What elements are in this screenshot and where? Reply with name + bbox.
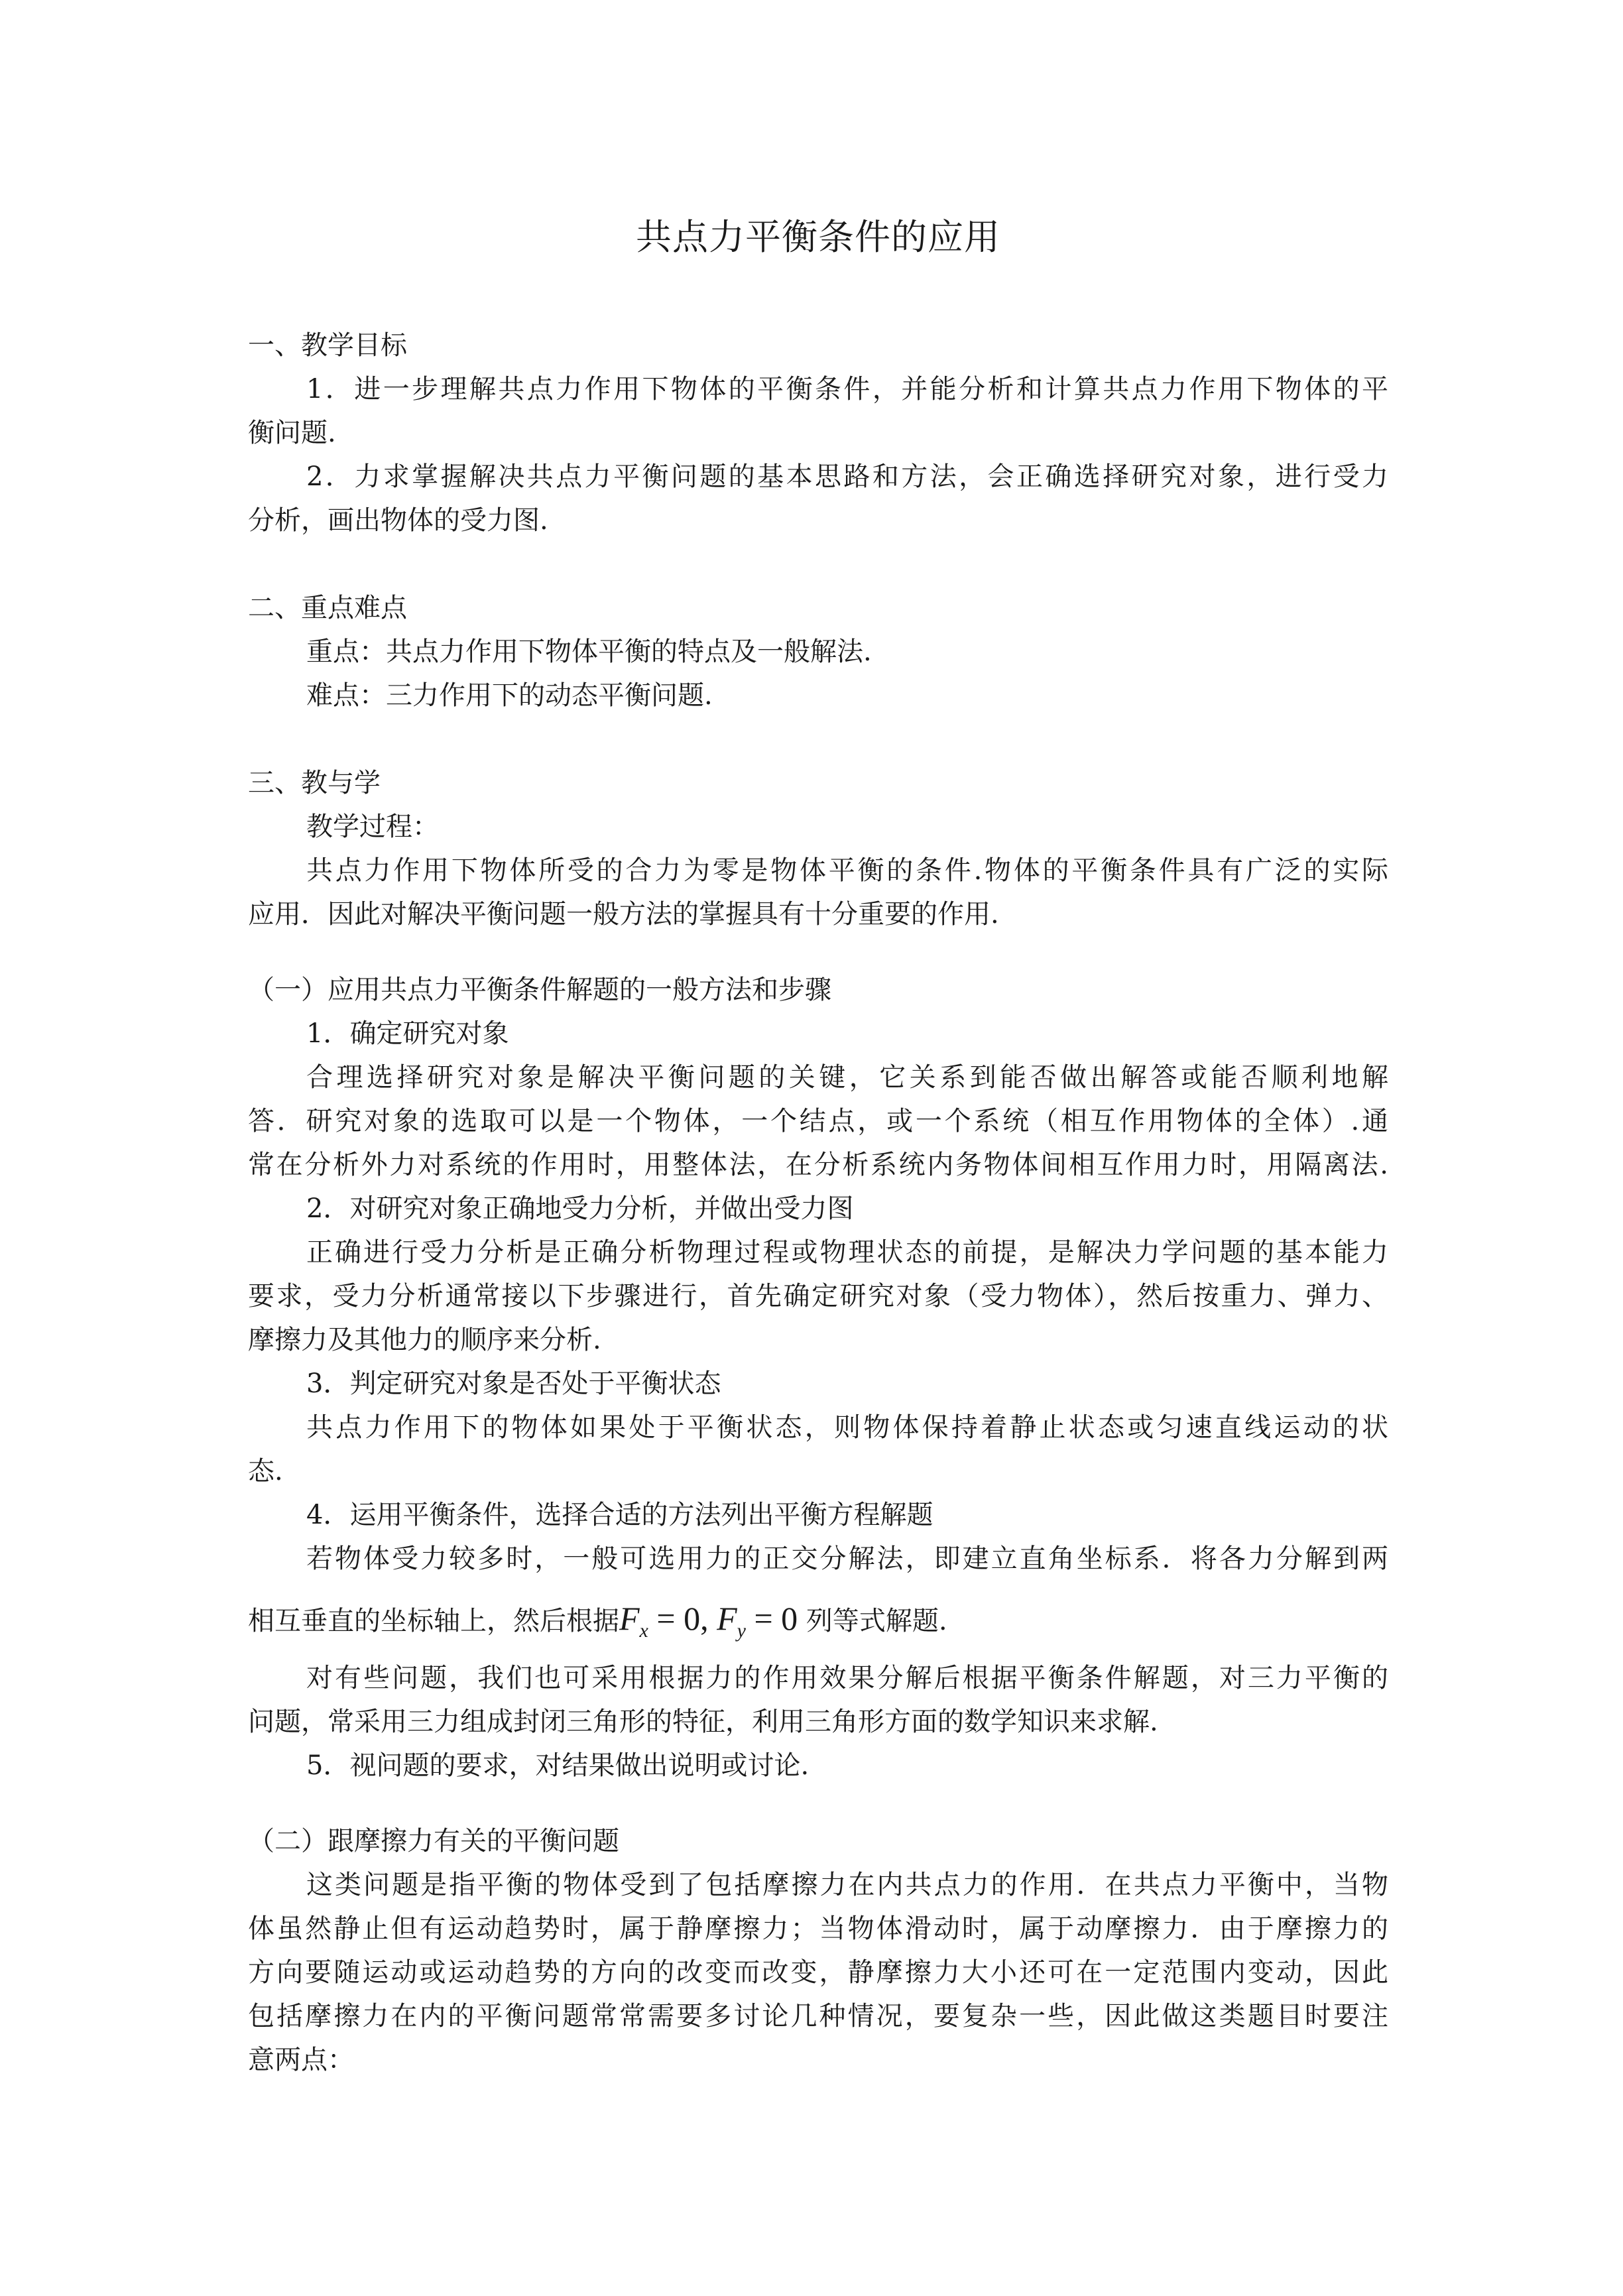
paragraph-line: 包括摩擦力在内的平衡问题常常需要多讨论几种情况，要复杂一些，因此做这类题目时要注 [248, 2001, 1388, 2031]
paragraph-line: 合理选择研究对象是解决平衡问题的关键，它关系到能否做出解答或能否顺利地解 [306, 1062, 1388, 1093]
document-body [248, 324, 1388, 2082]
subscript-x: x [639, 1620, 648, 1642]
paragraph-line: 衡问题. [248, 418, 336, 448]
paragraph-line: 对有些问题，我们也可采用根据力的作用效果分解后根据平衡条件解题，对三力平衡的 [306, 1663, 1388, 1693]
paragraph-line: 教学过程： [306, 812, 439, 842]
paragraph-line: 意两点： [248, 2045, 354, 2075]
subsection-heading-friction: （二）跟摩擦力有关的平衡问题 [248, 1826, 619, 1856]
paragraph-line: 1．进一步理解共点力作用下物体的平衡条件，并能分析和计算共点力作用下物体的平 [306, 374, 1388, 404]
formula-lead-text: 相互垂直的坐标轴上，然后根据 [248, 1606, 619, 1636]
spacer [248, 542, 1388, 586]
paragraph-line: 难点：三力作用下的动态平衡问题. [306, 680, 713, 711]
paragraph-line: 答．研究对象的选取可以是一个物体，一个结点，或一个系统（相互作用物体的全体）.通 [248, 1106, 1388, 1136]
equation-part: = 0 [745, 1600, 798, 1637]
paragraph-line: 常在分析外力对系统的作用时，用整体法，在分析系统内务物体间相互作用力时，用隔离法. [248, 1150, 1388, 1180]
paragraph-line: 问题，常采用三力组成封闭三角形的特征，利用三角形方面的数学知识来求解. [248, 1707, 1158, 1737]
paragraph-line: 应用．因此对解决平衡问题一般方法的掌握具有十分重要的作用. [248, 899, 999, 930]
paragraph-line: 共点力作用下物体所受的合力为零是物体平衡的条件.物体的平衡条件具有广泛的实际 [306, 855, 1388, 886]
force-symbol: F [717, 1600, 737, 1637]
step-heading: 5．视问题的要求，对结果做出说明或讨论. [306, 1750, 810, 1781]
subsection-heading-general-method: （一）应用共点力平衡条件解题的一般方法和步骤 [248, 975, 831, 1005]
paragraph-line: 摩擦力及其他力的顺序来分析. [248, 1325, 601, 1355]
force-symbol: F [619, 1600, 640, 1637]
paragraph-line: 2．力求掌握解决共点力平衡问题的基本思路和方法，会正确选择研究对象，进行受力 [306, 461, 1388, 492]
section-heading-key-points: 二、重点难点 [248, 593, 407, 623]
paragraph-line: 体虽然静止但有运动趋势时，属于静摩擦力；当物体滑动时，属于动摩擦力．由于摩擦力的 [248, 1913, 1388, 1944]
formula-trail-text: 列等式解题. [806, 1606, 947, 1636]
paragraph-line: 共点力作用下的物体如果处于平衡状态，则物体保持着静止状态或匀速直线运动的状 [306, 1412, 1388, 1443]
step-heading: 4．运用平衡条件，选择合适的方法列出平衡方程解题 [306, 1500, 933, 1530]
paragraph-line: 方向要随运动或运动趋势的方向的改变而改变，静摩擦力大小还可在一定范围内变动，因此 [248, 1957, 1388, 1988]
paragraph-line: 重点：共点力作用下物体平衡的特点及一般解法. [306, 636, 872, 667]
formula-line [248, 1581, 1388, 1656]
paragraph-line: 分析，画出物体的受力图. [248, 505, 548, 536]
document-page [248, 0, 1388, 2296]
paragraph-line: 这类问题是指平衡的物体受到了包括摩擦力在内共点力的作用．在共点力平衡中，当物 [306, 1870, 1388, 1900]
step-heading: 3．判定研究对象是否处于平衡状态 [306, 1368, 721, 1399]
spacer [248, 717, 1388, 761]
spacer [248, 1787, 1388, 1819]
step-heading: 2．对研究对象正确地受力分析，并做出受力图 [306, 1193, 854, 1224]
paragraph-line: 正确进行受力分析是正确分析物理过程或物理状态的前提，是解决力学问题的基本能力 [306, 1237, 1388, 1268]
paragraph-line: 态. [248, 1456, 283, 1486]
document-title: 共点力平衡条件的应用 [636, 216, 1000, 258]
section-heading-teaching: 三、教与学 [248, 768, 381, 798]
step-heading: 1．确定研究对象 [306, 1018, 509, 1049]
paragraph-line: 要求，受力分析通常接以下步骤进行，首先确定研究对象（受力物体），然后按重力、弹力、 [248, 1281, 1388, 1311]
section-heading-objectives: 一、教学目标 [248, 330, 407, 361]
paragraph-line: 若物体受力较多时，一般可选用力的正交分解法，即建立直角坐标系．将各力分解到两 [306, 1543, 1388, 1574]
equilibrium-equation [619, 1600, 798, 1642]
subscript-y: y [737, 1620, 746, 1642]
equation-part: = 0, [648, 1600, 717, 1637]
spacer [248, 936, 1388, 968]
